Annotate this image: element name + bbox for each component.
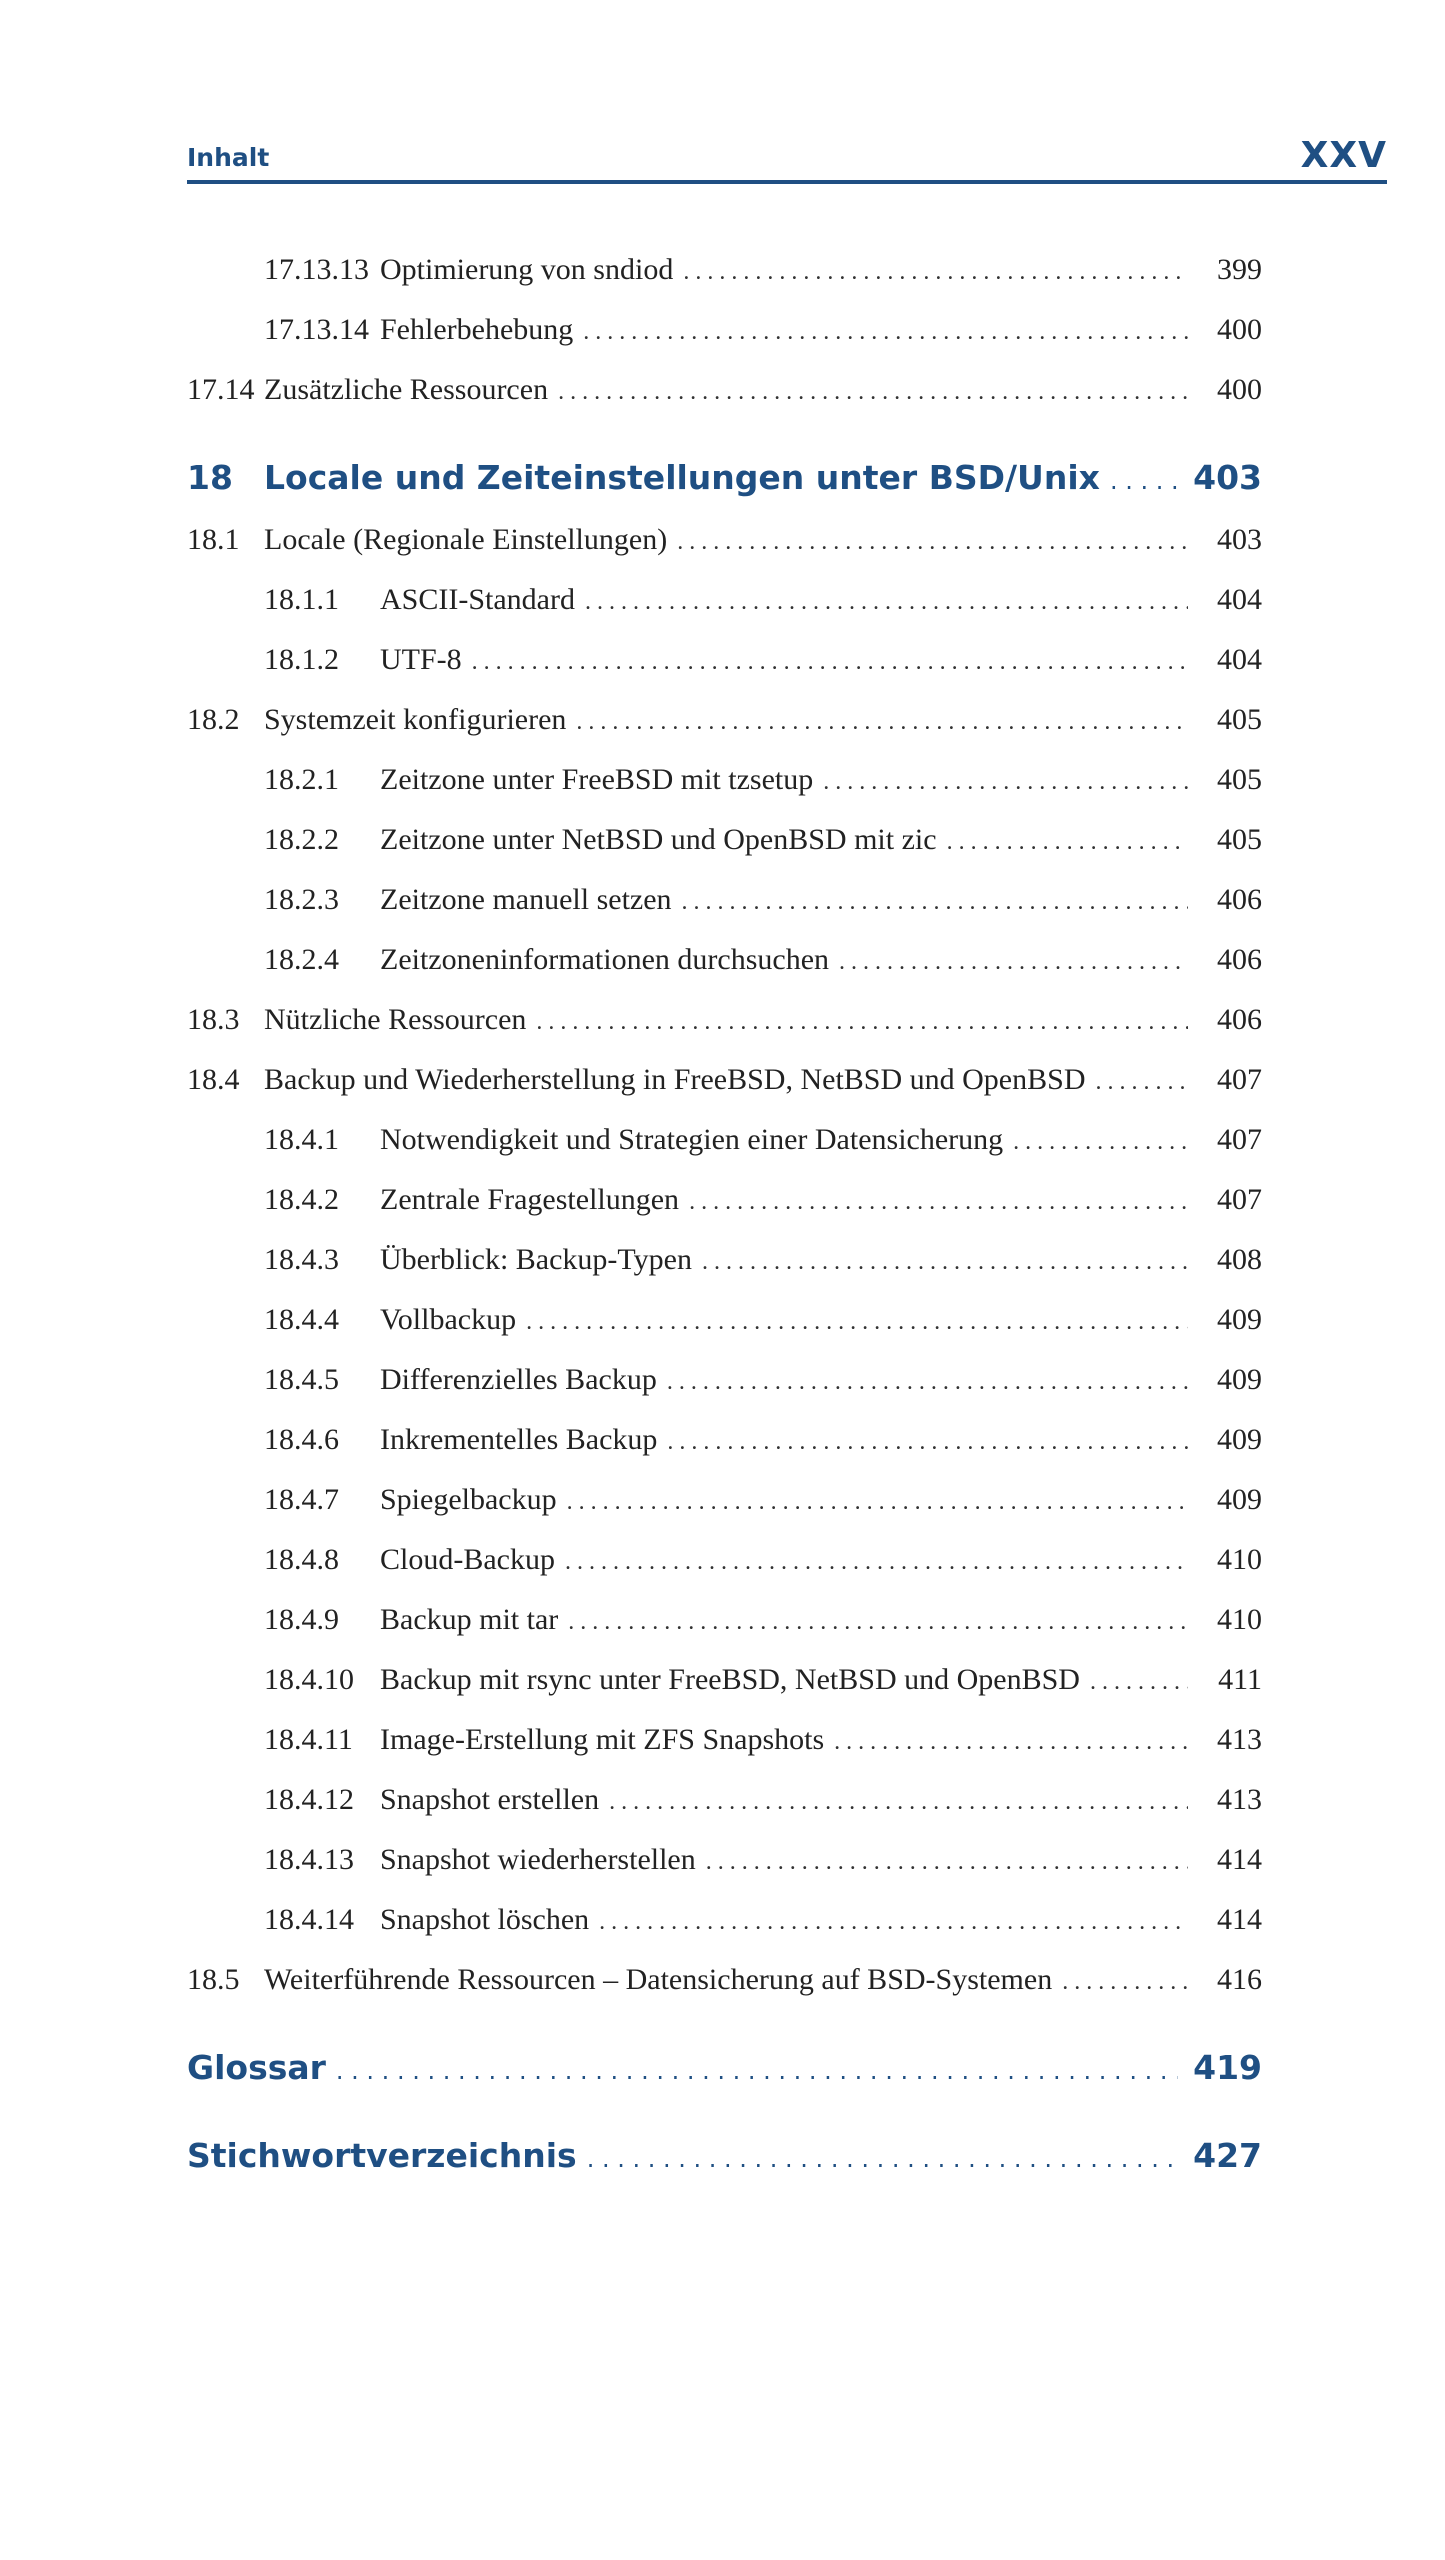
toc-entry-number: 17.13.14: [264, 313, 369, 346]
toc-entry-title: Zeitzone manuell setzen: [380, 883, 672, 916]
dot-leader: [947, 820, 1188, 864]
toc-entry-number: 18.1.2: [264, 643, 339, 676]
toc-entry-number: 18.4.2: [264, 1183, 339, 1216]
toc-entry[interactable]: [187, 1958, 1262, 2002]
toc-entry-page: 408: [1217, 1243, 1262, 1276]
toc-entry[interactable]: [187, 938, 1262, 982]
dot-leader: [587, 2134, 1178, 2184]
toc-entry-number: 18.4.13: [264, 1843, 354, 1876]
toc-entry[interactable]: [187, 878, 1262, 922]
toc-entry-number: 18.4.4: [264, 1303, 339, 1336]
toc-entry-page: 410: [1217, 1603, 1262, 1636]
dot-leader: [677, 520, 1188, 564]
toc-entry-number: 18.4.10: [264, 1663, 354, 1696]
dot-leader: [667, 1360, 1188, 1404]
dot-leader: [336, 2046, 1178, 2096]
toc-entry[interactable]: [187, 1178, 1262, 1222]
toc-entry[interactable]: [187, 698, 1262, 742]
toc-entry-title: Image-Erstellung mit ZFS Snapshots: [380, 1723, 825, 1756]
dot-leader: [536, 1000, 1188, 1044]
dot-leader: [1090, 1660, 1188, 1704]
toc-entry-number: 18.4.5: [264, 1363, 339, 1396]
toc-entry-page: 409: [1217, 1423, 1262, 1456]
toc-entry[interactable]: [187, 818, 1262, 862]
dot-leader: [1095, 1060, 1188, 1104]
toc-entry-page: 409: [1217, 1303, 1262, 1336]
toc-entry-number: 18.2.1: [264, 763, 339, 796]
running-head-page-number: XXV: [1300, 135, 1387, 176]
toc-entry[interactable]: [187, 1358, 1262, 1402]
toc-entry-page: 404: [1217, 643, 1262, 676]
toc-entry-number: 18.4.7: [264, 1483, 339, 1516]
toc-entry-title: Inkrementelles Backup: [380, 1423, 658, 1456]
toc-entry-page: 409: [1217, 1483, 1262, 1516]
toc-entry-page: 407: [1217, 1123, 1262, 1156]
toc-entry-title: UTF-8: [380, 643, 462, 676]
toc-entry-page: 413: [1217, 1723, 1262, 1756]
toc-entry-page: 410: [1217, 1543, 1262, 1576]
dot-leader: [565, 1540, 1188, 1584]
toc-entry-number: 18.4.1: [264, 1123, 339, 1156]
toc-entry[interactable]: [187, 1598, 1262, 1642]
toc-entry-number: 17.14: [187, 373, 255, 406]
toc-entry-title: Backup mit rsync unter FreeBSD, NetBSD und OpenBSD: [380, 1663, 1080, 1696]
dot-leader: [667, 1420, 1188, 1464]
toc-entry-number: 18.4.11: [264, 1723, 353, 1756]
toc-entry-number: 18.4.6: [264, 1423, 339, 1456]
toc-chapter-entry[interactable]: [187, 453, 1262, 503]
toc-entry-number: 18.2: [187, 703, 240, 736]
toc-entry-page: 406: [1217, 883, 1262, 916]
toc-entry-number: 18.4.3: [264, 1243, 339, 1276]
toc-entry[interactable]: [187, 1658, 1262, 1702]
dot-leader: [834, 1720, 1188, 1764]
toc-entry-page: 419: [1193, 2048, 1262, 2087]
toc-entry-page: 416: [1217, 1963, 1262, 1996]
toc-entry-page: 405: [1217, 703, 1262, 736]
dot-leader: [706, 1840, 1188, 1884]
toc-entry-title: Nützliche Ressourcen: [264, 1003, 527, 1036]
toc-entry[interactable]: [187, 368, 1262, 412]
dot-leader: [526, 1300, 1188, 1344]
toc-entry-number: 18.1.1: [264, 583, 339, 616]
toc-entry[interactable]: [187, 1418, 1262, 1462]
toc-entry[interactable]: [187, 998, 1262, 1042]
toc-entry-title: Backup mit tar: [380, 1603, 559, 1636]
running-head-label: Inhalt: [187, 143, 270, 172]
toc-entry[interactable]: [187, 1778, 1262, 1822]
dot-leader: [568, 1600, 1188, 1644]
dot-leader: [576, 700, 1188, 744]
dot-leader: [682, 880, 1188, 924]
toc-entry-title: Cloud-Backup: [380, 1543, 555, 1576]
toc-entry-title: Zentrale Fragestellungen: [380, 1183, 680, 1216]
toc-entry[interactable]: [187, 1538, 1262, 1582]
toc-entry[interactable]: [187, 518, 1262, 562]
toc-entry-title: Snapshot wiederherstellen: [380, 1843, 696, 1876]
toc-entry-page: 403: [1217, 523, 1262, 556]
toc-entry-page: 406: [1217, 943, 1262, 976]
toc-entry-number: 18.2.3: [264, 883, 339, 916]
dot-leader: [1062, 1960, 1188, 2004]
toc-entry[interactable]: [187, 638, 1262, 682]
toc-entry-number: 17.13.13: [264, 253, 369, 286]
toc-entry-title: Stichwortverzeichnis: [187, 2136, 577, 2175]
toc-entry[interactable]: [187, 308, 1262, 352]
toc-entry-page: 407: [1217, 1063, 1262, 1096]
running-head: [187, 126, 1387, 184]
toc-entry-number: 18.4: [187, 1063, 240, 1096]
toc-entry[interactable]: [187, 1898, 1262, 1942]
toc-entry-number: 18.4.8: [264, 1543, 339, 1576]
toc-entry-number: 18.4.9: [264, 1603, 339, 1636]
toc-entry-number: 18.1: [187, 523, 240, 556]
toc-entry[interactable]: [187, 1238, 1262, 1282]
toc-chapter-entry[interactable]: [187, 2131, 1262, 2181]
toc-entry-number: 18.3: [187, 1003, 240, 1036]
dot-leader: [585, 580, 1188, 624]
dot-leader: [609, 1780, 1188, 1824]
toc-entry[interactable]: [187, 248, 1262, 292]
toc-entry-page: 405: [1217, 763, 1262, 796]
toc-entry-number: 18: [187, 458, 233, 497]
toc-entry-page: 403: [1193, 458, 1262, 497]
toc-entry-page: 405: [1217, 823, 1262, 856]
toc-chapter-entry[interactable]: [187, 2043, 1262, 2093]
toc-entry-title: Zeitzone unter FreeBSD mit tzsetup: [380, 763, 814, 796]
toc-entry-page: 406: [1217, 1003, 1262, 1036]
toc-entry-page: 413: [1217, 1783, 1262, 1816]
toc-entry[interactable]: [187, 1118, 1262, 1162]
toc-entry-number: 18.4.14: [264, 1903, 354, 1936]
toc-entry-title: Snapshot löschen: [380, 1903, 590, 1936]
dot-leader: [472, 640, 1188, 684]
toc-entry[interactable]: [187, 1838, 1262, 1882]
toc-entry-page: 400: [1217, 373, 1262, 406]
dot-leader: [1110, 456, 1178, 506]
toc-entry[interactable]: [187, 1298, 1262, 1342]
toc-entry-title: Weiterführende Ressourcen – Datensicherung auf BSD-Systemen: [264, 1963, 1053, 1996]
dot-leader: [823, 760, 1188, 804]
toc-entry-title: Glossar: [187, 2048, 326, 2087]
toc-entry-title: Systemzeit konfigurieren: [264, 703, 567, 736]
toc-entry-page: 407: [1217, 1183, 1262, 1216]
toc-entry-page: 411: [1218, 1663, 1262, 1696]
toc-entry-number: 18.4.12: [264, 1783, 354, 1816]
toc-entry-title: Zeitzoneninformationen durchsuchen: [380, 943, 830, 976]
dot-leader: [583, 310, 1188, 354]
toc-entry-title: Notwendigkeit und Strategien einer Datensicherung: [380, 1123, 1004, 1156]
toc-entry-title: Zusätzliche Ressourcen: [264, 373, 549, 406]
toc-entry-number: 18.5: [187, 1963, 240, 1996]
toc-entry-page: 409: [1217, 1363, 1262, 1396]
toc-entry-page: 399: [1217, 253, 1262, 286]
toc-entry-page: 404: [1217, 583, 1262, 616]
toc-entry-title: Differenzielles Backup: [380, 1363, 657, 1396]
dot-leader: [567, 1480, 1188, 1524]
toc-entry[interactable]: [187, 758, 1262, 802]
dot-leader: [1013, 1120, 1188, 1164]
toc-entry[interactable]: [187, 578, 1262, 622]
toc-entry-title: Optimierung von sndiod: [380, 253, 674, 286]
dot-leader: [599, 1900, 1188, 1944]
toc-entry-title: Vollbackup: [380, 1303, 517, 1336]
toc-entry-title: Fehlerbehebung: [380, 313, 574, 346]
toc-entry-title: Locale und Zeiteinstellungen unter BSD/Unix: [264, 458, 1100, 497]
toc-entry-page: 400: [1217, 313, 1262, 346]
toc-entry-title: Snapshot erstellen: [380, 1783, 600, 1816]
toc-entry[interactable]: [187, 1478, 1262, 1522]
toc-entry[interactable]: [187, 1058, 1262, 1102]
toc-entry-number: 18.2.4: [264, 943, 339, 976]
dot-leader: [683, 250, 1188, 294]
toc-entry-title: Zeitzone unter NetBSD und OpenBSD mit zic: [380, 823, 937, 856]
toc-entry-page: 414: [1217, 1843, 1262, 1876]
toc-entry-title: Spiegelbackup: [380, 1483, 557, 1516]
dot-leader: [689, 1180, 1188, 1224]
toc-entry-title: Locale (Regionale Einstellungen): [264, 523, 668, 556]
dot-leader: [839, 940, 1188, 984]
toc-entry-title: Backup und Wiederherstellung in FreeBSD, NetBSD und OpenBSD: [264, 1063, 1086, 1096]
toc-entry-title: Überblick: Backup-Typen: [380, 1243, 692, 1276]
toc-entry-page: 414: [1217, 1903, 1262, 1936]
toc-entry[interactable]: [187, 1718, 1262, 1762]
toc-entry-title: ASCII-Standard: [380, 583, 575, 616]
dot-leader: [558, 370, 1188, 414]
dot-leader: [702, 1240, 1188, 1284]
toc-entry-page: 427: [1193, 2136, 1262, 2175]
toc-entry-number: 18.2.2: [264, 823, 339, 856]
